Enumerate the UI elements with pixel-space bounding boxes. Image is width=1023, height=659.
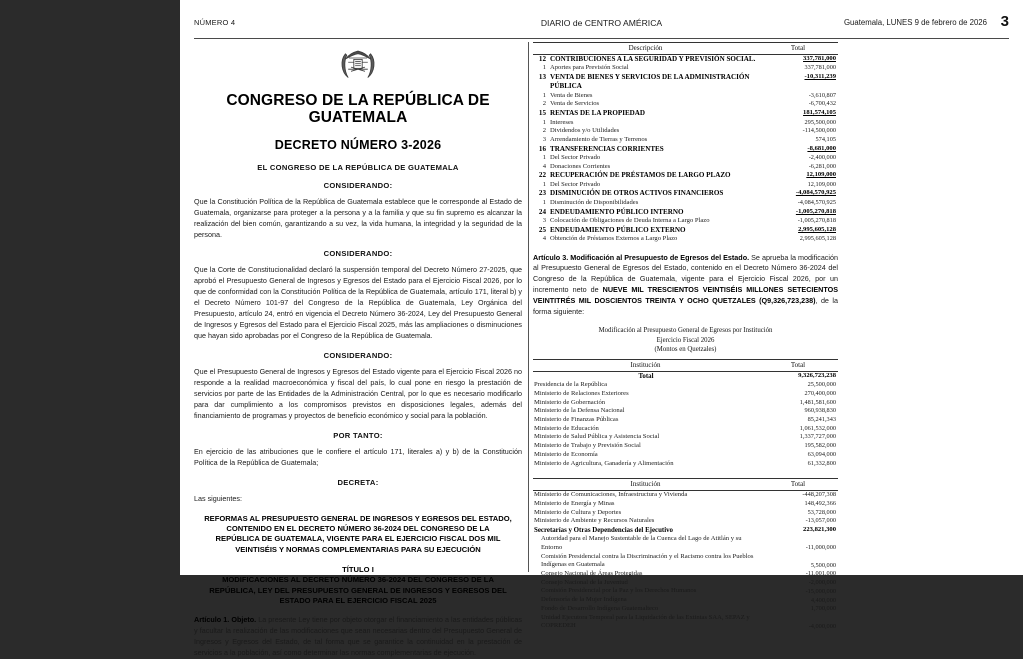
table-row xyxy=(533,64,838,73)
table-row xyxy=(533,136,838,145)
caption-line-2: Ejercicio Fiscal 2026 xyxy=(656,336,715,344)
row-total: 2,995,605,128 xyxy=(798,225,836,233)
row-total: -6,281,000 xyxy=(808,162,836,170)
institution-name: Ministerio de Trabajo y Previsión Social xyxy=(534,442,641,450)
institution-total: -448,207,308 xyxy=(802,491,836,499)
table-row xyxy=(533,181,838,190)
table-row xyxy=(533,535,838,552)
institution-name: Secretarías y Otras Dependencias del Ejecutivo xyxy=(534,527,674,535)
table-row xyxy=(533,127,838,136)
articulo-3-paragraph xyxy=(533,253,838,318)
egresos-table-caption xyxy=(533,326,838,354)
row-description: Intereses xyxy=(550,118,574,126)
table-row xyxy=(533,500,838,509)
articulo-1-paragraph xyxy=(194,615,522,659)
table-row xyxy=(533,407,838,416)
titulo-text: MODIFICACIONES AL DECRETO NÚMERO 36-2024 DEL CONGRESO DE LA REPÚBLICA, LEY DEL PRESUPUESTO GENERAL DE INGRESOS Y EGRESOS DEL ESTADO PARA EL EJERCICIO FISCAL 2025 xyxy=(209,575,507,606)
institution-name: Consejo Nacional de Áreas Protegidas xyxy=(541,570,643,578)
institution-total: 960,938,830 xyxy=(804,407,836,415)
row-code: 1 xyxy=(542,91,546,99)
articulo-3-body-1: Se aprueba la modificación al Presupuesto General de Egresos del Estado, contenido en el Decreto Número 36-2024 del Congreso de la República de Guatemala, vigente para el Ejercicio Fiscal 2026, por un incremento neto de xyxy=(533,252,838,295)
table-row xyxy=(533,425,838,434)
row-total: 337,781,000 xyxy=(803,55,836,62)
table-row xyxy=(533,199,838,208)
articulo-3-body-2: , de la forma siguiente: xyxy=(533,295,838,316)
row-code: 1 xyxy=(542,64,546,72)
row-code: 15 xyxy=(538,109,546,118)
institution-total: 4,400,000 xyxy=(810,596,836,604)
considerando-paragraph-3: Que el Presupuesto General de Ingresos y Egresos del Estado vigente para el Ejercicio Fiscal 2026 no responde a la realidad macroeconómica y fiscal del país, lo cual pone en riesgo la prestación de servicios por parte de las Entidades de la Administración Central, por lo que es necesario modificarlo para dar cumplimiento a los compromisos previstos en disposiciones legales, además del financiamiento de programas y proyectos de beneficio económico y social para la población. xyxy=(194,367,522,420)
row-total: -1,005,270,818 xyxy=(795,207,836,215)
institution-total: -4,000,000 xyxy=(808,622,836,630)
row-code: 22 xyxy=(538,171,546,180)
row-description: Del Sector Privado xyxy=(550,154,601,162)
row-description: DISMINUCIÓN DE OTROS ACTIVOS FINANCIEROS xyxy=(550,189,724,198)
institution-name: Ministerio de Finanzas Públicas xyxy=(534,416,619,424)
table-row xyxy=(533,372,838,382)
institution-total: 223,821,300 xyxy=(803,526,836,534)
table-header-row xyxy=(533,479,838,491)
institution-name: Ministerio de Energía y Minas xyxy=(534,500,615,507)
column-header-institucion: Institución xyxy=(630,361,661,370)
table-row xyxy=(533,579,838,588)
table-row xyxy=(533,596,838,605)
table-row xyxy=(533,92,838,101)
institution-table-1 xyxy=(533,359,838,468)
por-tanto-label: POR TANTO: xyxy=(333,430,383,440)
row-code: 25 xyxy=(538,225,546,234)
table-row xyxy=(533,381,838,390)
publication-title: DIARIO de CENTRO AMÉRICA xyxy=(540,18,663,28)
institution-name: Ministerio de Comunicaciones, Infraestructura y Vivienda xyxy=(534,491,688,499)
institution-total: -15,000,000 xyxy=(805,587,836,595)
table-row xyxy=(533,145,838,154)
column-header-descripcion: Descripción xyxy=(628,44,663,52)
institution-total: 5,500,000 xyxy=(810,561,836,569)
row-total: -2,400,000 xyxy=(808,154,836,162)
column-header-institucion: Institución xyxy=(630,480,661,489)
institution-total: -2,000,000 xyxy=(808,579,836,587)
row-description: Venta de Bienes xyxy=(550,91,593,99)
table-row xyxy=(533,509,838,518)
institution-table-1-body xyxy=(533,372,838,469)
row-total: 181,574,105 xyxy=(803,109,836,117)
row-total: -4,084,570,925 xyxy=(795,189,836,197)
institution-name: Unidad Ejecutora Temporal para la Liquidación de las Extintas SAA, SEPAZ y COPREDEH xyxy=(541,613,750,630)
institution-total: 63,094,000 xyxy=(807,450,836,458)
institution-total: 195,582,000 xyxy=(804,442,836,450)
row-total: 337,781,000 xyxy=(804,64,836,72)
table-row xyxy=(533,73,838,92)
row-code: 12 xyxy=(538,55,546,63)
institution-name: Ministerio de Educación xyxy=(534,424,599,432)
row-description: Donaciones Corrientes xyxy=(550,162,611,170)
row-total: -3,610,807 xyxy=(808,91,836,99)
institution-table-1-head xyxy=(533,360,838,372)
institution-total: 25,500,000 xyxy=(807,381,836,389)
row-total: -10,311,239 xyxy=(804,73,836,81)
row-total: 12,109,000 xyxy=(806,171,836,179)
institution-table-2-body xyxy=(533,491,838,631)
row-total: 295,500,000 xyxy=(804,118,836,126)
institution-name: Ministerio de Salud Pública y Asistencia Social xyxy=(534,433,660,441)
left-column xyxy=(194,44,522,657)
considerando-paragraph-1: Que la Constitución Política de la República de Guatemala establece que le corresponde al Estado de Guatemala, organizarse para proteger a la persona y a la familia y que su fin supremo es alcanzar la realización del bien común, garantizando a su vez, la vida humana, la integridad y la seguridad de la persona. xyxy=(194,196,522,239)
table-row xyxy=(533,399,838,408)
table-row xyxy=(533,154,838,163)
por-tanto-paragraph: En ejercicio de las atribuciones que le confiere el artículo 171, literales a) y b) de la Constitución Política de la República de Guatemala; xyxy=(194,446,522,467)
issue-number: NÚMERO 4 xyxy=(194,18,236,27)
table-row xyxy=(533,109,838,118)
institution-total: 61,332,800 xyxy=(807,459,836,467)
page-number: 3 xyxy=(1000,13,1009,30)
table-row xyxy=(533,390,838,399)
institution-total: 1,337,727,000 xyxy=(799,433,836,441)
guatemala-coat-of-arms-icon xyxy=(194,44,522,88)
institution-name: Ministerio de Gobernación xyxy=(534,398,606,406)
row-description: VENTA DE BIENES Y SERVICIOS DE LA ADMINISTRACIÓN PÚBLICA xyxy=(550,73,750,91)
issuer-line: EL CONGRESO DE LA REPÚBLICA DE GUATEMALA xyxy=(257,162,459,172)
row-code: 2 xyxy=(542,127,546,135)
publication-date: Guatemala, LUNES 9 de febrero de 2026 xyxy=(843,18,987,27)
column-divider xyxy=(528,42,529,572)
row-description: Venta de Servicios xyxy=(550,100,600,108)
institution-name: Ministerio de Ambiente y Recursos Naturales xyxy=(534,517,655,525)
row-description: RENTAS DE LA PROPIEDAD xyxy=(550,109,646,118)
row-description: ENDEUDAMIENTO PÚBLICO INTERNO xyxy=(550,207,684,216)
row-code: 4 xyxy=(542,234,546,242)
institution-name: Consejo Nacional de la Juventud xyxy=(541,578,628,586)
articulo-3-amount: NUEVE MIL TRESCIENTOS VEINTISÉIS MILLONES SETECIENTOS VEINTITRÉS MIL DOSCIENTOS TREINTA Y OCHO QUETZALES (Q9,326,723,238) xyxy=(533,285,839,305)
institution-name: Ministerio de Economía xyxy=(534,450,598,458)
row-code: 13 xyxy=(538,73,546,82)
institution-name: Ministerio de Cultura y Deportes xyxy=(534,508,622,516)
considerando-paragraph-2: Que la Corte de Constitucionalidad declaró la suspensión temporal del Decreto Número 27-2025, que aprobó el Presupuesto General de Ingresos y Egresos del Estado para el Ejercicio Fiscal 2026, por lo que de conformidad con la Constitución Política de la República de Guatemala, artículo 171, literal b) y el Decreto Número 101-97 del Congreso de la República de Guatemala, Ley Orgánica del Presupuesto, artículo 24, entró en vigencia el Decreto Número 36-2024, Ley del Presupuesto General de Ingresos y Egresos del Estado para el Ejercicio Fiscal 2025, más las ampliaciones o disminuciones que hayan sido aprobadas por el Congreso de la República de Guatemala. xyxy=(194,265,522,341)
newspaper-page xyxy=(180,0,1023,657)
row-description: Obtención de Préstamos Externos a Largo Plazo xyxy=(550,234,678,242)
institution-name: Defensoría de la Mujer Indígena xyxy=(541,596,627,604)
row-description: Colocación de Obligaciones de Deuda Interna a Largo Plazo xyxy=(550,216,710,224)
row-code: 2 xyxy=(542,100,546,108)
table-row xyxy=(533,553,838,570)
decreta-label: DECRETA: xyxy=(337,477,379,487)
caption-line-1: Modificación al Presupuesto General de Egresos por Institución xyxy=(598,327,773,335)
institution-table-2 xyxy=(533,478,838,631)
caption-line-3: (Montos en Quetzales) xyxy=(654,345,717,353)
institution-total: 1,481,581,600 xyxy=(799,398,836,406)
considerando-label-2: CONSIDERANDO: xyxy=(323,249,393,259)
table-row xyxy=(533,526,838,535)
table-row xyxy=(533,451,838,460)
row-description: TRANSFERENCIAS CORRIENTES xyxy=(550,144,664,153)
row-description: Disminución de Disponibilidades xyxy=(550,198,639,206)
column-header-total: Total xyxy=(790,480,806,489)
institution-total: 148,492,366 xyxy=(804,500,836,507)
column-header-total: Total xyxy=(790,44,806,52)
table-row xyxy=(533,433,838,442)
articulo-3-heading: Artículo 3. Modificación al Presupuesto de Egresos del Estado. xyxy=(533,252,750,262)
row-description: Del Sector Privado xyxy=(550,180,601,188)
row-description: Dividendos y/o Utilidades xyxy=(550,127,620,135)
institution-name: Ministerio de Agricultura, Ganadería y Alimentación xyxy=(534,459,674,467)
institution-total: -13,057,000 xyxy=(805,517,836,525)
table-row xyxy=(533,100,838,109)
right-column xyxy=(533,42,839,630)
institution-total: -11,000,000 xyxy=(805,544,836,552)
row-code: 1 xyxy=(542,180,546,188)
titulo-label: TÍTULO I xyxy=(342,565,374,575)
row-total: 12,109,000 xyxy=(807,180,836,188)
table-row xyxy=(533,217,838,226)
row-description: Arrendamiento de Tierras y Terrenos xyxy=(550,135,648,143)
row-code: 23 xyxy=(538,189,546,198)
table-row xyxy=(533,605,838,614)
column-header-total: Total xyxy=(790,361,806,370)
row-code: 1 xyxy=(542,198,546,206)
articulo-1-body: La presente Ley tiene por objeto otorgar el financiamiento a las entidades públicas y facultar la realización de las modificaciones que sean necesarias dentro del Presupuesto General de Ingresos y Egresos del Estado, de tal forma que se garantice la continuidad en la prestación de servicios a la población, así como determinar las normas complementarias de ejecución. xyxy=(194,614,522,657)
table-row xyxy=(533,55,838,65)
page-title: CONGRESO DE LA REPÚBLICA DE GUATEMALA xyxy=(226,92,490,127)
row-code: 1 xyxy=(542,154,546,162)
row-code: 4 xyxy=(542,162,546,170)
running-head xyxy=(194,13,1009,39)
table-row xyxy=(533,491,838,500)
institution-total: 85,241,343 xyxy=(807,416,836,424)
institution-table-2-head xyxy=(533,479,838,491)
row-description: Aportes para Previsión Social xyxy=(550,64,629,72)
table-row xyxy=(533,460,838,469)
table-row xyxy=(533,119,838,128)
revenue-table-head xyxy=(533,43,838,55)
considerando-label-3: CONSIDERANDO: xyxy=(323,351,393,361)
row-code: 16 xyxy=(538,144,546,153)
row-code: 3 xyxy=(542,135,546,143)
institution-name: Ministerio de la Defensa Nacional xyxy=(534,407,625,415)
institution-total: 9,326,723,238 xyxy=(798,372,836,380)
institution-name: Presidencia de la República xyxy=(534,381,608,389)
table-row xyxy=(533,614,838,631)
institution-name: Autoridad para el Manejo Sustentable de la Cuenca del Lago de Atitlán y su Entorno xyxy=(541,535,742,551)
table-row xyxy=(533,208,838,217)
row-description: CONTRIBUCIONES A LA SEGURIDAD Y PREVISIÓN SOCIAL. xyxy=(550,55,756,63)
row-total: -4,084,570,925 xyxy=(797,198,836,206)
table-row xyxy=(533,517,838,526)
row-description: ENDEUDAMIENTO PÚBLICO EXTERNO xyxy=(550,225,686,234)
row-total: 574,105 xyxy=(815,135,836,143)
table-row xyxy=(533,570,838,579)
table-row xyxy=(533,442,838,451)
institution-total: 53,728,000 xyxy=(807,508,836,516)
row-total: 2,995,605,128 xyxy=(799,234,836,242)
row-total: -8,681,000 xyxy=(807,144,836,152)
reform-title: REFORMAS AL PRESUPUESTO GENERAL DE INGRESOS Y EGRESOS DEL ESTADO, CONTENIDO EN EL DECRETO NÚMERO 36-2024 DEL CONGRESO DE LA REPÚBLICA DE GUATEMALA, VIGENTE PARA EL EJERCICIO FISCAL DOS MIL VEINTISÉIS Y NORMAS COMPLEMENTARIAS PARA SU EJECUCIÓN xyxy=(204,513,512,554)
institution-name: Total xyxy=(638,373,654,381)
row-total: -6,700,432 xyxy=(808,100,836,108)
row-code: 24 xyxy=(538,207,546,216)
institution-name: Ministerio de Relaciones Exteriores xyxy=(534,389,629,397)
decree-number: DECRETO NÚMERO 3-2026 xyxy=(274,137,442,152)
revenue-table xyxy=(533,42,838,244)
articulo-1-heading: Artículo 1. Objeto. xyxy=(194,614,257,624)
row-total: -114,500,000 xyxy=(802,127,836,135)
table-row xyxy=(533,416,838,425)
institution-total: 270,400,000 xyxy=(804,389,836,397)
table-row xyxy=(533,235,838,244)
revenue-table-body xyxy=(533,55,838,244)
institution-total: -11,001,000 xyxy=(805,570,836,578)
table-row xyxy=(533,171,838,180)
table-row xyxy=(533,587,838,596)
table-header-row xyxy=(533,360,838,372)
las-siguientes-text: Las siguientes: xyxy=(194,493,242,503)
considerando-label-1: CONSIDERANDO: xyxy=(323,180,393,190)
institution-name: Comisión Presidencial contra la Discriminación y el Racismo contra los Pueblos Indígenas en Guatemala xyxy=(541,552,754,569)
table-header-row xyxy=(533,43,838,55)
row-description: RECUPERACIÓN DE PRÉSTAMOS DE LARGO PLAZO xyxy=(550,171,731,180)
institution-name: Comisión Presidencial por la Paz y los Derechos Humanos xyxy=(541,587,697,595)
institution-total: 1,061,532,000 xyxy=(799,424,836,432)
row-total: -1,005,270,818 xyxy=(797,216,836,224)
institution-name: Fondo de Desarrollo Indígena Guatemalteco xyxy=(541,604,659,612)
table-row xyxy=(533,163,838,172)
table-row xyxy=(533,189,838,198)
institution-total: 1,700,000 xyxy=(810,605,836,613)
row-code: 1 xyxy=(542,118,546,126)
row-code: 3 xyxy=(542,216,546,224)
table-row xyxy=(533,226,838,235)
